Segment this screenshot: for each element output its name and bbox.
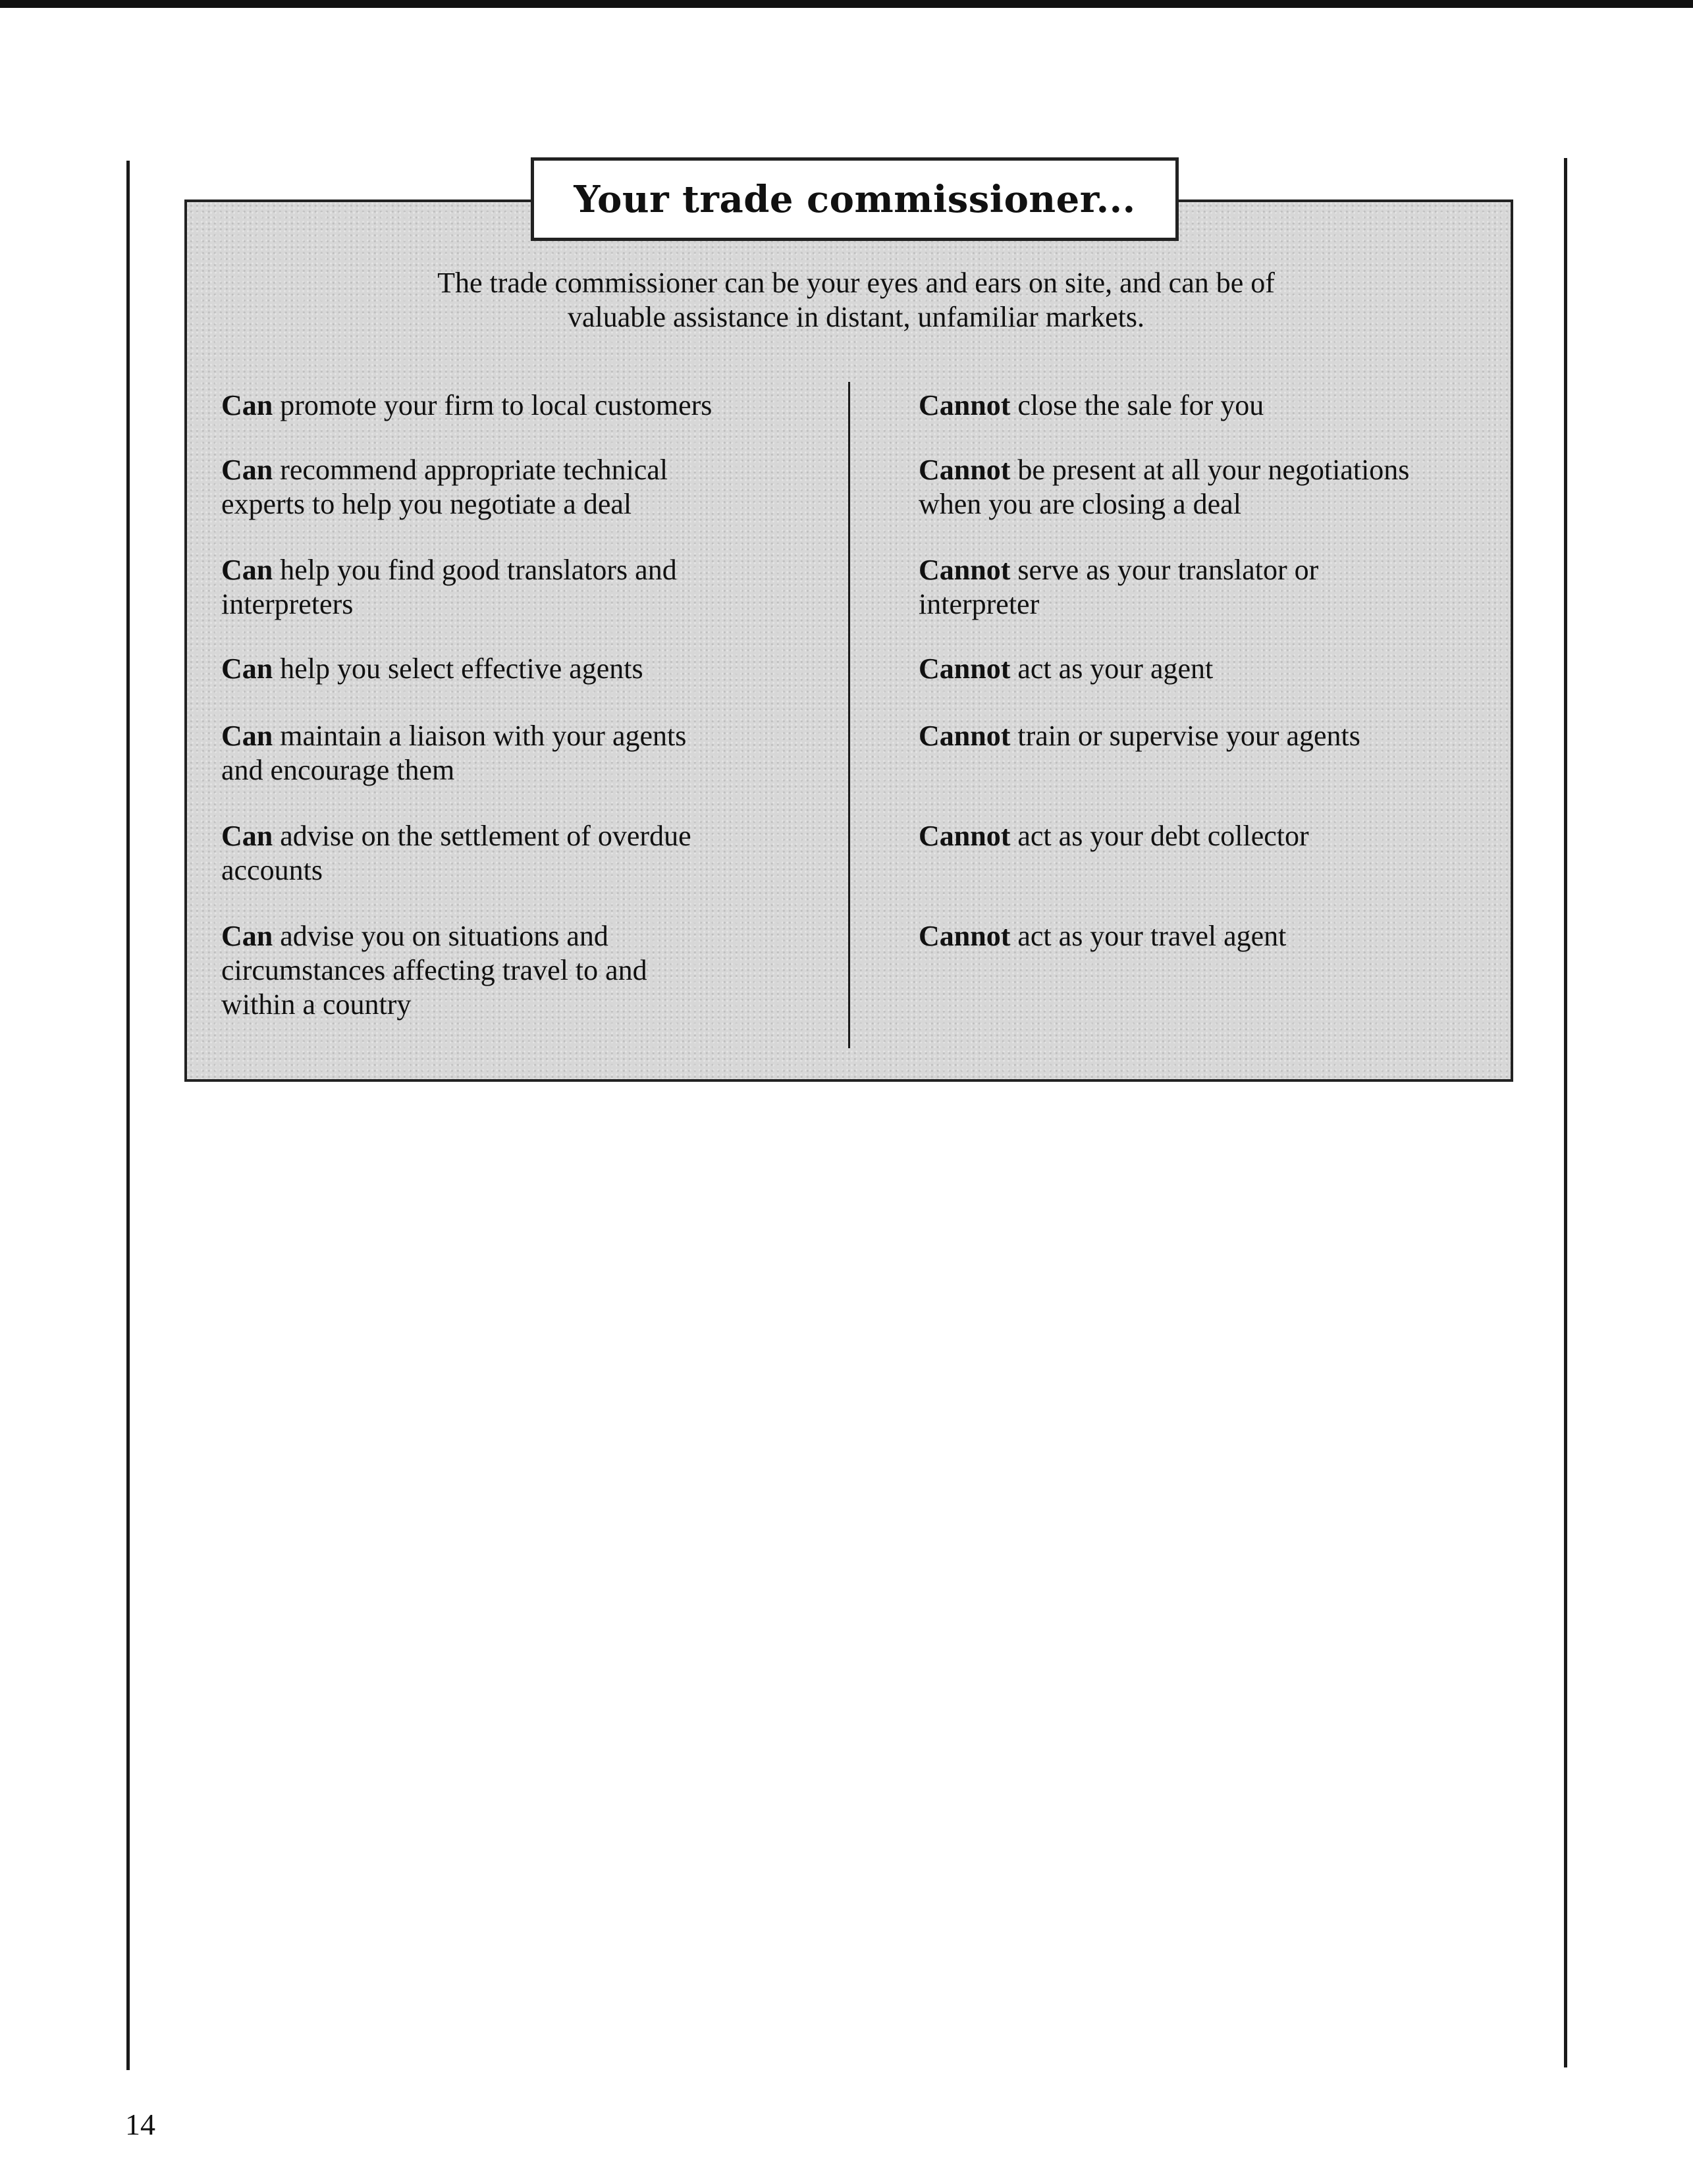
panel-title: Your trade commissioner... bbox=[531, 157, 1179, 241]
cannot-item-text: serve as your translator or interpreter bbox=[919, 554, 1319, 620]
cannot-keyword: Cannot bbox=[919, 653, 1011, 685]
cannot-item bbox=[919, 919, 1498, 953]
can-item bbox=[221, 553, 814, 622]
can-keyword: Can bbox=[221, 920, 273, 952]
cannot-item-text: act as your debt collector bbox=[1010, 820, 1309, 852]
cannot-keyword: Cannot bbox=[919, 389, 1011, 421]
cannot-item bbox=[919, 453, 1498, 521]
can-item bbox=[221, 919, 814, 1022]
cannot-item-text: act as your travel agent bbox=[1010, 920, 1287, 952]
cannot-keyword: Cannot bbox=[919, 720, 1011, 752]
cannot-keyword: Cannot bbox=[919, 820, 1011, 852]
can-item-text: advise on the settlement of overdue accounts bbox=[221, 820, 691, 886]
page-number: 14 bbox=[125, 2108, 155, 2141]
can-item bbox=[221, 819, 814, 888]
cannot-item bbox=[919, 719, 1498, 753]
column-divider bbox=[848, 382, 850, 1048]
can-item-text: maintain a liaison with your agents and encourage them bbox=[221, 720, 687, 786]
can-item-text: help you select effective agents bbox=[273, 653, 643, 685]
cannot-item bbox=[919, 553, 1498, 622]
can-keyword: Can bbox=[221, 554, 273, 586]
can-item bbox=[221, 652, 814, 686]
can-keyword: Can bbox=[221, 720, 273, 752]
cannot-item bbox=[919, 819, 1498, 853]
can-keyword: Can bbox=[221, 653, 273, 685]
can-keyword: Can bbox=[221, 454, 273, 486]
cannot-keyword: Cannot bbox=[919, 454, 1011, 486]
top-rule bbox=[0, 0, 1693, 8]
can-item bbox=[221, 453, 814, 521]
can-item-text: advise you on situations and circumstances affecting travel to and within a country bbox=[221, 920, 647, 1021]
can-item-text: recommend appropriate technical experts to help you negotiate a deal bbox=[221, 454, 668, 520]
can-item bbox=[221, 719, 814, 787]
cannot-item-text: be present at all your negotiations when you are closing a deal bbox=[919, 454, 1410, 520]
cannot-keyword: Cannot bbox=[919, 920, 1011, 952]
left-margin-rule bbox=[126, 161, 130, 2070]
cannot-item bbox=[919, 388, 1498, 423]
right-margin-rule bbox=[1564, 158, 1567, 2067]
cannot-item bbox=[919, 652, 1498, 686]
cannot-keyword: Cannot bbox=[919, 554, 1011, 586]
can-item bbox=[221, 388, 814, 423]
intro-text: The trade commissioner can be your eyes and ears on site, and can be of valuable assistance in distant, unfamiliar markets. bbox=[437, 267, 1275, 333]
can-item-text: help you find good translators and interpreters bbox=[221, 554, 677, 620]
cannot-item-text: close the sale for you bbox=[1010, 389, 1264, 421]
cannot-item-text: act as your agent bbox=[1010, 653, 1214, 685]
can-keyword: Can bbox=[221, 389, 273, 421]
can-item-text: promote your firm to local customers bbox=[273, 389, 712, 421]
cannot-item-text: train or supervise your agents bbox=[1010, 720, 1360, 752]
can-keyword: Can bbox=[221, 820, 273, 852]
